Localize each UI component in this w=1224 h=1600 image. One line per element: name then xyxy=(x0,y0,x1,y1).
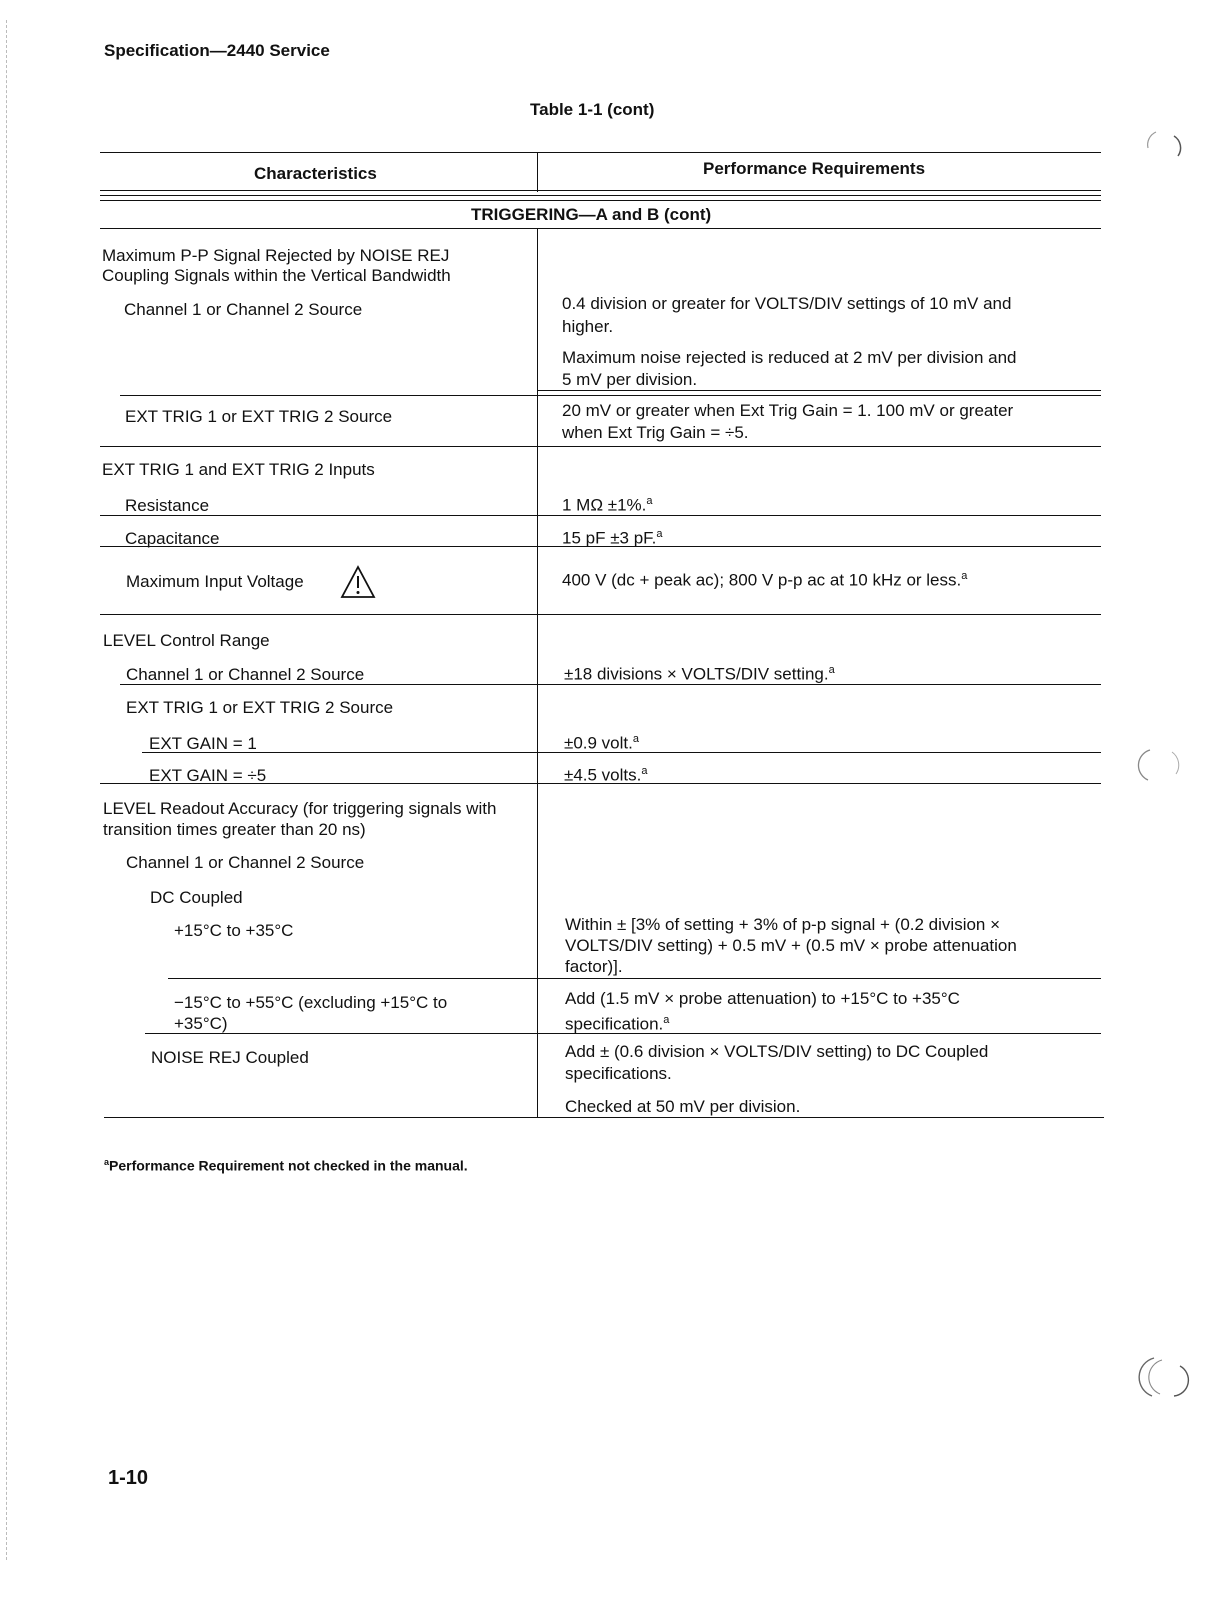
row-temp-range-1: +15°C to +35°C xyxy=(174,921,294,940)
warning-triangle-icon xyxy=(340,565,376,599)
row-readout-line1: LEVEL Readout Accuracy (for triggering signals with xyxy=(103,799,497,818)
row-temp-range-2-line1: −15°C to +55°C (excluding +15°C to xyxy=(174,993,448,1012)
footnote-mark: a xyxy=(646,495,653,507)
row-rule xyxy=(100,446,1101,447)
row-level-ext-source: EXT TRIG 1 or EXT TRIG 2 Source xyxy=(126,698,394,717)
row-readout-line2: transition times greater than 20 ns) xyxy=(103,820,366,839)
column-header-characteristics: Characteristics xyxy=(254,164,377,183)
footnote-mark: a xyxy=(632,733,639,745)
row-rule xyxy=(145,1033,1101,1034)
scan-edge-mark xyxy=(6,20,7,1560)
row-rule xyxy=(100,546,1101,547)
footnote-text: Performance Requirement not checked in the manual. xyxy=(109,1157,468,1174)
row-ext-source-req-line2: when Ext Trig Gain = ÷5. xyxy=(562,423,749,442)
table-title: Table 1-1 (cont) xyxy=(530,100,655,119)
row-capacitance: Capacitance xyxy=(125,529,220,548)
row-temp-range-1-req-line1: Within ± [3% of setting + 3% of p-p signal + (0.2 division × xyxy=(565,915,1001,934)
row-capacitance-req: 15 pF ±3 pF.$^a$ xyxy=(562,528,663,548)
row-rule xyxy=(120,684,1101,685)
row-level-channel-source: Channel 1 or Channel 2 Source xyxy=(126,665,365,684)
section-top-rule xyxy=(100,200,1101,201)
row-resistance-req: 1 MΩ ±1%.$^a$ xyxy=(562,495,653,515)
binder-hole-mark xyxy=(1136,126,1188,170)
row-level-range: LEVEL Control Range xyxy=(103,631,270,650)
row-dc-coupled: DC Coupled xyxy=(150,888,243,907)
row-ext-gain-1: EXT GAIN = 1 xyxy=(149,734,257,753)
row-temp-range-2-req-line2: specification.$^a$ xyxy=(565,1014,670,1034)
row-rule xyxy=(100,515,1101,516)
row-ext-source: EXT TRIG 1 or EXT TRIG 2 Source xyxy=(125,407,393,426)
footnote-mark: a xyxy=(104,1157,110,1167)
row-noise-rej: NOISE REJ Coupled xyxy=(151,1048,309,1067)
row-rule xyxy=(100,614,1101,615)
table-bottom-rule xyxy=(104,1117,1104,1118)
binder-hole-mark xyxy=(1132,744,1188,790)
section-title: TRIGGERING—A and B (cont) xyxy=(471,205,712,224)
footnote-mark: a xyxy=(828,664,835,676)
row-noise-rej-req-line1: Add ± (0.6 division × VOLTS/DIV setting) to DC Coupled xyxy=(565,1042,989,1061)
row-ext-source-req-line1: 20 mV or greater when Ext Trig Gain = 1. 100 mV or greater xyxy=(562,401,1014,420)
row-resistance: Resistance xyxy=(125,496,210,515)
row-temp-range-1-req-line3: factor)]. xyxy=(565,957,623,976)
column-divider xyxy=(537,228,538,1118)
row-channel-source-note-line1: Maximum noise rejected is reduced at 2 mV per division and xyxy=(562,348,1017,367)
row-rule xyxy=(100,783,1101,784)
footnote-mark: a xyxy=(656,528,663,540)
column-header-performance: Performance Requirements xyxy=(703,159,926,178)
header-column-divider xyxy=(537,152,538,192)
row-level-channel-source-req: ±18 divisions × VOLTS/DIV setting.$^a$ xyxy=(564,664,835,684)
row-channel-source-note-line2: 5 mV per division. xyxy=(562,370,698,389)
table-top-rule xyxy=(100,152,1101,153)
row-noise-rej-req-line2: specifications. xyxy=(565,1064,672,1083)
row-rule xyxy=(120,395,1101,396)
footnote xyxy=(104,1157,468,1174)
row-ext-gain-5-req: ±4.5 volts.$^a$ xyxy=(564,765,648,785)
row-maxpp-line1: Maximum P-P Signal Rejected by NOISE REJ xyxy=(102,246,450,265)
footnote-mark: a xyxy=(641,765,648,777)
row-temp-range-2-req-line1: Add (1.5 mV × probe attenuation) to +15°C to +35°C xyxy=(565,989,960,1008)
row-max-input-voltage: Maximum Input Voltage xyxy=(126,572,304,591)
row-channel-source: Channel 1 or Channel 2 Source xyxy=(124,300,363,319)
binder-hole-mark xyxy=(1134,1352,1192,1404)
row-noise-rej-note: Checked at 50 mV per division. xyxy=(565,1097,801,1116)
row-readout-channel-source: Channel 1 or Channel 2 Source xyxy=(126,853,365,872)
row-temp-range-1-req-line2: VOLTS/DIV setting) + 0.5 mV + (0.5 mV × probe attenuation xyxy=(565,936,1017,955)
row-channel-source-req-line1: 0.4 division or greater for VOLTS/DIV settings of 10 mV and xyxy=(562,294,1012,313)
running-header: Specification—2440 Service xyxy=(104,41,330,60)
header-rule-2 xyxy=(100,195,1101,196)
row-maxpp-line2: Coupling Signals within the Vertical Bandwidth xyxy=(102,266,451,285)
row-rule xyxy=(168,978,1101,979)
section-bottom-rule xyxy=(100,228,1101,229)
row-channel-source-req-line2: higher. xyxy=(562,317,614,336)
row-ext-gain-5: EXT GAIN = ÷5 xyxy=(149,766,267,785)
row-ext-inputs: EXT TRIG 1 and EXT TRIG 2 Inputs xyxy=(102,460,375,479)
row-rule xyxy=(142,752,1101,753)
row-ext-gain-1-req: ±0.9 volt.$^a$ xyxy=(564,733,639,753)
header-rule-1 xyxy=(100,190,1101,191)
row-temp-range-2-line2: +35°C) xyxy=(174,1014,228,1033)
page-number: 1-10 xyxy=(108,1467,149,1489)
row-rule xyxy=(537,390,1101,391)
footnote-mark: a xyxy=(663,1014,670,1026)
row-max-input-voltage-req: 400 V (dc + peak ac); 800 V p-p ac at 10 kHz or less.$^a$ xyxy=(562,570,968,590)
footnote-mark: a xyxy=(961,570,968,582)
